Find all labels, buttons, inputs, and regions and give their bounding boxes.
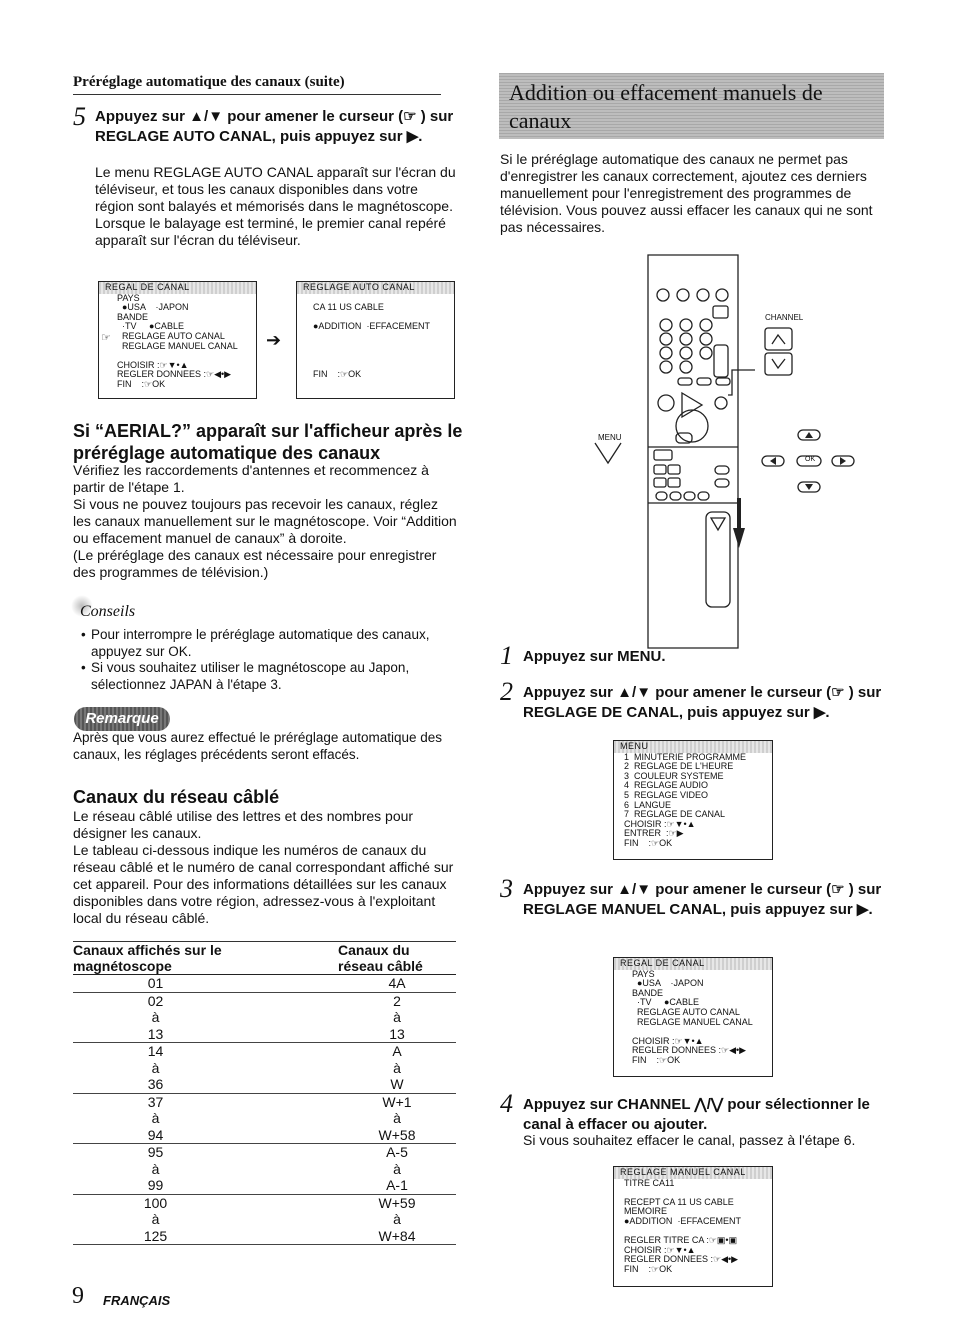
- step3-number: 3: [500, 874, 513, 903]
- cable-channel-cell: 2 à 13: [338, 992, 456, 1043]
- running-title: Préréglage automatique des canaux (suite): [73, 74, 345, 90]
- osd-line: 3 COULEUR SYSTEME: [624, 770, 724, 781]
- osd-lines: [614, 1179, 772, 1275]
- osd-line: FIN :☞OK: [117, 378, 166, 389]
- osd-line: CHOISIR :☞▼•▲: [624, 1244, 696, 1255]
- table-row: [73, 975, 456, 993]
- table-col2-header: Canaux du réseau câblé: [338, 942, 456, 975]
- osd-line: [309, 351, 454, 361]
- footer-language: FRANÇAIS: [103, 1293, 171, 1308]
- osd-line: ●ADDITION ·EFFACEMENT: [313, 321, 430, 332]
- table-row: [73, 1093, 456, 1144]
- vcr-channel-cell: 100 à 125: [73, 1194, 338, 1245]
- osd-line: RECEPT CA 11 US CABLE: [624, 1196, 734, 1207]
- vcr-channel-cell: 01: [73, 975, 338, 993]
- osd-line: ·TV ●CABLE: [632, 997, 699, 1008]
- osd-reglage-manuel-canal: [613, 1166, 773, 1287]
- cable-channel-cell: A-5 à A-1: [338, 1144, 456, 1195]
- osd-line: MEMOIRE: [624, 1206, 668, 1217]
- step4-number: 4: [500, 1089, 513, 1118]
- osd-line: ·TV ●CABLE: [117, 321, 184, 332]
- osd-line: BANDE: [117, 311, 149, 322]
- osd-line: REGLER DONNEES :☞◀•▶: [117, 369, 232, 380]
- step5-heading: Appuyez sur ▲/▼ pour amener le curseur (☞ ) sur REGLAGE AUTO CANAL, puis appuyez sur ▶.: [95, 108, 454, 145]
- table-col1-header: Canaux affichés sur le magnétoscope: [73, 942, 338, 975]
- osd-title: REGLAGE MANUEL CANAL: [614, 1167, 772, 1179]
- step1-heading: Appuyez sur MENU.: [523, 648, 666, 665]
- step5-body: Le menu REGLAGE AUTO CANAL apparaît sur l'écran du téléviseur, et tous les canaux disponibles dans votre région sont balayés et mémorisés dans le magnétoscope. Lorsque le balayage est terminé, le premier canal repéré apparaît sur l'écran du téléviseur.: [95, 164, 456, 248]
- step3-heading: Appuyez sur ▲/▼ pour amener le curseur (☞ ) sur REGLAGE MANUEL CANAL, puis appuyez sur ▶.: [523, 881, 882, 918]
- aerial-body: Vérifiez les raccordements d'antennes et recommencez à partir de l'étape 1. Si vous ne pouvez toujours pas recevoir les canaux, réglez les canaux manuellement sur le magnétoscope. Voir “Addition ou effacement manuel de canaux” à doroite. (Le préréglage des canaux est nécessaire pour enregistrer des programmes de télévision.): [73, 462, 457, 580]
- osd-line: ●USA ·JAPON: [117, 302, 189, 313]
- cable-channel-cell: 4A: [338, 975, 456, 993]
- osd-title: REGAL DE CANAL: [99, 282, 256, 294]
- conseils-item: • Si vous souhaitez utiliser le magnétoscope au Japon, sélectionnez JAPAN à l'étape 3.: [81, 660, 410, 692]
- vcr-channel-cell: 95 à 99: [73, 1144, 338, 1195]
- osd-line: TITRE CA11: [624, 1177, 675, 1188]
- osd-reglage-auto-canal: [296, 281, 455, 399]
- section-title-banner: [499, 73, 884, 139]
- osd-lines: [297, 294, 454, 380]
- osd-reglage-de-canal-1: [98, 281, 257, 399]
- cable-channel-cell: W+59 à W+84: [338, 1194, 456, 1245]
- cable-heading: Canaux du réseau câblé: [73, 787, 280, 807]
- osd-line: 4 REGLAGE AUDIO: [624, 780, 709, 791]
- osd-line: ENTRER :☞▶: [624, 828, 684, 839]
- step2-heading: Appuyez sur ▲/▼ pour amener le curseur (☞ ) sur REGLAGE DE CANAL, puis appuyez sur ▶.: [523, 684, 882, 721]
- osd-line: [309, 342, 454, 352]
- osd-line: [309, 332, 454, 342]
- table-row: [73, 1144, 456, 1195]
- osd-title: REGAL DE CANAL: [614, 958, 772, 970]
- cable-channel-table: [73, 941, 456, 1245]
- table-row: [73, 992, 456, 1043]
- osd-line: ●USA ·JAPON: [632, 978, 704, 989]
- osd-line: CHOISIR :☞▼•▲: [632, 1035, 704, 1046]
- remote-control-illustration: [590, 250, 890, 650]
- aerial-heading: Si “AERIAL?” apparaît sur l'afficheur après le préréglage automatique des canaux: [73, 421, 463, 463]
- osd-line: FIN :☞OK: [624, 1263, 673, 1274]
- osd-lines: [614, 970, 772, 1066]
- remarque-body: Après que vous aurez effectué le préréglage automatique des canaux, les réglages précédents seront effacés.: [73, 730, 442, 762]
- page-number: 9: [72, 1283, 84, 1309]
- ok-button-label: OK: [805, 456, 816, 463]
- osd-line: REGLER DONNEES :☞◀•▶: [624, 1254, 739, 1265]
- osd-line: FIN :☞OK: [632, 1054, 681, 1065]
- vcr-channel-cell: 37 à 94: [73, 1093, 338, 1144]
- step2-number: 2: [500, 677, 513, 706]
- running-title-rule: [73, 94, 441, 95]
- osd-line: REGLAGE MANUEL CANAL: [117, 340, 238, 351]
- arrow-right-icon: ➔: [266, 330, 282, 350]
- osd-line: REGLAGE AUTO CANAL: [632, 1006, 740, 1017]
- osd-line: REGLER DONNEES :☞◀•▶: [632, 1045, 747, 1056]
- conseils-title: Conseils: [80, 603, 136, 620]
- osd-line: PAYS: [117, 292, 140, 303]
- menu-label: MENU: [598, 433, 622, 442]
- osd-line: CHOISIR :☞▼•▲: [624, 818, 696, 829]
- cable-body: Le réseau câblé utilise des lettres et des nombres pour désigner les canaux. Le tableau ci-dessous indique les numéros de canaux du réseau câblé et le numéro de canal correspondant affiché sur cet appareil. Pour des informations détaillées sur les canaux disponibles dans votre région, adressez-vous à l'exploitant local du réseau câblé.: [73, 808, 454, 926]
- conseils-item: • Pour interrompre le préréglage automatique des canaux, appuyez sur OK.: [81, 627, 430, 659]
- osd-menu: [613, 740, 773, 860]
- osd-lines: [614, 753, 772, 849]
- osd-line: PAYS: [632, 968, 655, 979]
- osd-line: ●ADDITION ·EFFACEMENT: [624, 1215, 741, 1226]
- right-intro: Si le préréglage automatique des canaux ne permet pas d'enregistrer les canaux correctement, ajoutez ces derniers manuellement pour l'enregistrement des programmes de télévision. Vous pouvez aussi effacer les canaux qui ne sont pas nécessaires.: [500, 151, 873, 235]
- osd-line: 1 MINUTERIE PROGRAMME: [624, 751, 747, 762]
- osd-line: 7 REGLAGE DE CANAL: [624, 809, 726, 820]
- remarque-badge: Remarque: [74, 707, 170, 731]
- conseils-list: [81, 627, 451, 693]
- osd-title: REGLAGE AUTO CANAL: [297, 282, 454, 294]
- cable-channel-cell: W+1 à W+58: [338, 1093, 456, 1144]
- osd-line: 2 REGLAGE DE L'HEURE: [624, 761, 734, 772]
- osd-line: CHOISIR :☞▼•▲: [117, 359, 189, 370]
- osd-line: 5 REGLAGE VIDEO: [624, 789, 709, 800]
- step1-number: 1: [500, 641, 513, 670]
- osd-reglage-de-canal-2: [613, 957, 773, 1077]
- osd-line: BANDE: [632, 987, 664, 998]
- osd-line: REGLER TITRE CA :☞▣•▣: [624, 1235, 738, 1246]
- osd-line: FIN :☞OK: [624, 837, 673, 848]
- channel-label: CHANNEL: [765, 313, 804, 322]
- vcr-channel-cell: 02 à 13: [73, 992, 338, 1043]
- section-title-line2: canaux: [509, 108, 572, 133]
- table-row: [73, 1043, 456, 1094]
- cursor-hand-icon: ☞: [101, 332, 111, 344]
- osd-title: MENU: [614, 741, 772, 753]
- cable-channel-cell: A à W: [338, 1043, 456, 1094]
- osd-line: FIN :☞OK: [313, 369, 362, 380]
- table-row: [73, 1194, 456, 1245]
- section-title-line1: Addition ou effacement manuels de: [509, 80, 823, 105]
- osd-line: CA 11 US CABLE: [313, 302, 384, 313]
- osd-line: REGLAGE AUTO CANAL: [117, 330, 225, 341]
- vcr-channel-cell: 14 à 36: [73, 1043, 338, 1094]
- osd-line: REGLAGE MANUEL CANAL: [632, 1016, 753, 1027]
- osd-lines: [99, 294, 256, 390]
- step4-heading: Appuyez sur CHANNEL ⋀/⋁ pour sélectionner le canal à effacer ou ajouter.: [523, 1096, 870, 1133]
- step5-number: 5: [73, 102, 86, 131]
- step4-body: Si vous souhaitez effacer le canal, passez à l'étape 6.: [523, 1132, 856, 1148]
- osd-line: 6 LANGUE: [624, 799, 672, 810]
